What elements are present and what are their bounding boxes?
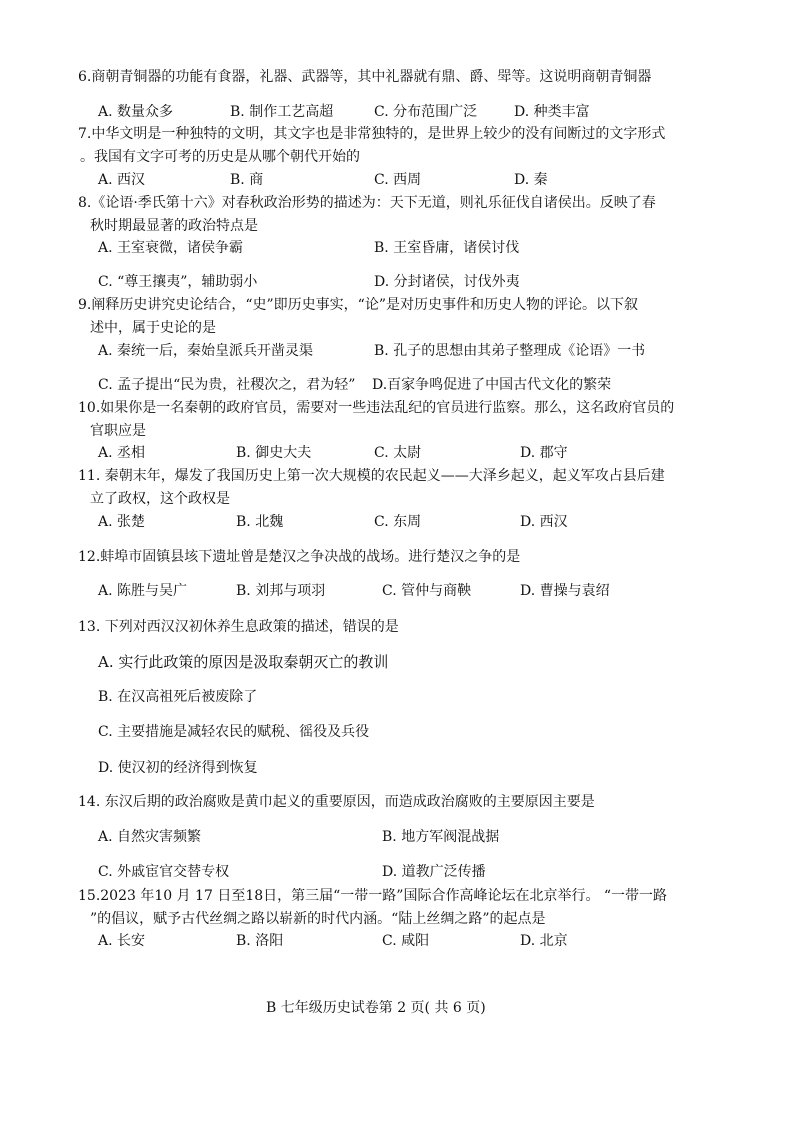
q10-option-b: B. 御史大夫 — [236, 445, 312, 461]
q11-option-c: C. 东周 — [374, 514, 422, 530]
q8-option-c: C. “尊王攘夷”，辅助弱小 — [98, 274, 258, 290]
q13-option-b: B. 在汉高祖死后被废除了 — [98, 689, 258, 705]
q6-option-a: A. 数量众多 — [98, 104, 174, 120]
q6-option-d: D. 种类丰富 — [514, 104, 590, 120]
question-15-stem-line2: ”的倡议，赋予古代丝绸之路以崭新的时代内涵。“陆上丝绸之路”的起点是 — [90, 911, 546, 927]
q13-option-c: C. 主要措施是减轻农民的赋税、徭役及兵役 — [98, 724, 370, 740]
question-12-stem: 12.蚌埠市固镇县垓下遗址曾是楚汉之争决战的战场。进行楚汉之争的是 — [78, 549, 521, 565]
q14-option-a: A. 自然灾害频繁 — [98, 829, 202, 845]
q12-option-b: B. 刘邦与项羽 — [236, 583, 326, 599]
question-11-stem-line2: 立了政权，这个政权是 — [90, 491, 230, 507]
question-9-stem-line1: 9.阐释历史讲究史论结合，“史”即历史事实，“论”是对历史事件和历史人物的评论。以下叙 — [78, 297, 638, 313]
q7-option-a: A. 西汉 — [98, 172, 146, 188]
question-8-stem-line2: 秋时期最显著的政治特点是 — [90, 218, 258, 234]
q15-option-c: C. 咸阳 — [382, 933, 430, 949]
q7-option-b: B. 商 — [230, 172, 264, 188]
question-10-stem-line1: 10.如果你是一名秦朝的政府官员，需要对一些违法乱纪的官员进行监察。那么，这名政府官员的 — [78, 400, 675, 416]
q9-option-b: B. 孔子的思想由其弟子整理成《论语》一书 — [374, 343, 646, 359]
question-9-stem-line2: 述中，属于史论的是 — [90, 320, 216, 336]
q14-option-d: D. 道教广泛传播 — [382, 864, 486, 880]
q12-option-a: A. 陈胜与吴广 — [98, 583, 188, 599]
q9-option-a: A. 秦统一后，秦始皇派兵开凿灵渠 — [98, 343, 314, 359]
q8-option-b: B. 王室昏庸，诸侯讨伐 — [374, 240, 520, 256]
q12-option-d: D. 曹操与袁绍 — [520, 583, 610, 599]
q6-option-b: B. 制作工艺高超 — [230, 104, 334, 120]
question-14-stem: 14. 东汉后期的政治腐败是黄巾起义的重要原因，而造成政治腐败的主要原因主要是 — [78, 794, 595, 810]
q9-option-c: C. 孟子提出“民为贵，社稷次之，君为轻” — [98, 377, 356, 393]
q11-option-a: A. 张楚 — [98, 514, 146, 530]
q11-option-b: B. 北魏 — [236, 514, 284, 530]
question-7-stem-line2: 。我国有文字可考的历史是从哪个朝代开始的 — [80, 149, 360, 165]
q13-option-a: A. 实行此政策的原因是汲取秦朝灭亡的教训 — [98, 653, 389, 671]
q7-option-d: D. 秦 — [514, 172, 548, 188]
q9-option-d: D.百家争鸣促进了中国古代文化的繁荣 — [372, 377, 612, 393]
question-8-stem-line1: 8.《论语·季氏第十六》对春秋政治形势的描述为：天下无道，则礼乐征伐自诸侯出。反映了春 — [78, 195, 656, 211]
question-10-stem-line2: 官职应是 — [90, 423, 146, 439]
question-7-stem-line1: 7.中华文明是一种独特的文明，其文字也是非常独特的，是世界上较少的没有间断过的文字形式 — [78, 126, 666, 142]
question-11-stem-line1: 11. 秦朝末年，爆发了我国历史上第一次大规模的农民起义——大泽乡起义，起义军攻占县后建 — [78, 468, 665, 484]
q15-option-a: A. 长安 — [98, 933, 146, 949]
q10-option-d: D. 郡守 — [520, 445, 568, 461]
page-footer: B 七年级历史试卷第 2 页( 共 6 页) — [266, 1000, 486, 1016]
q8-option-d: D. 分封诸侯，讨伐外夷 — [374, 274, 520, 290]
q15-option-d: D. 北京 — [520, 933, 568, 949]
q7-option-c: C. 西周 — [374, 172, 422, 188]
q15-option-b: B. 洛阳 — [236, 933, 284, 949]
q6-option-c: C. 分布范围广泛 — [374, 104, 478, 120]
q14-option-b: B. 地方军阀混战据 — [382, 829, 500, 845]
q14-option-c: C. 外戚宦官交替专权 — [98, 864, 230, 880]
question-6-stem: 6.商朝青铜器的功能有食器，礼器、武器等，其中礼器就有鼎、爵、斝等。这说明商朝青铜器 — [78, 69, 652, 85]
question-15-stem-line1: 15.2023 年10 月 17 日至18日，第三届“一带一路”国际合作高峰论坛在北京举行。 “一带一路 — [78, 888, 668, 904]
q8-option-a: A. 王室衰微，诸侯争霸 — [98, 240, 244, 256]
q10-option-a: A. 丞相 — [98, 445, 146, 461]
q10-option-c: C. 太尉 — [374, 445, 422, 461]
q11-option-d: D. 西汉 — [520, 514, 568, 530]
question-13-stem: 13. 下列对西汉汉初休养生息政策的描述，错误的是 — [78, 619, 399, 635]
q12-option-c: C. 管仲与商鞅 — [382, 583, 472, 599]
q13-option-d: D. 使汉初的经济得到恢复 — [98, 760, 258, 776]
